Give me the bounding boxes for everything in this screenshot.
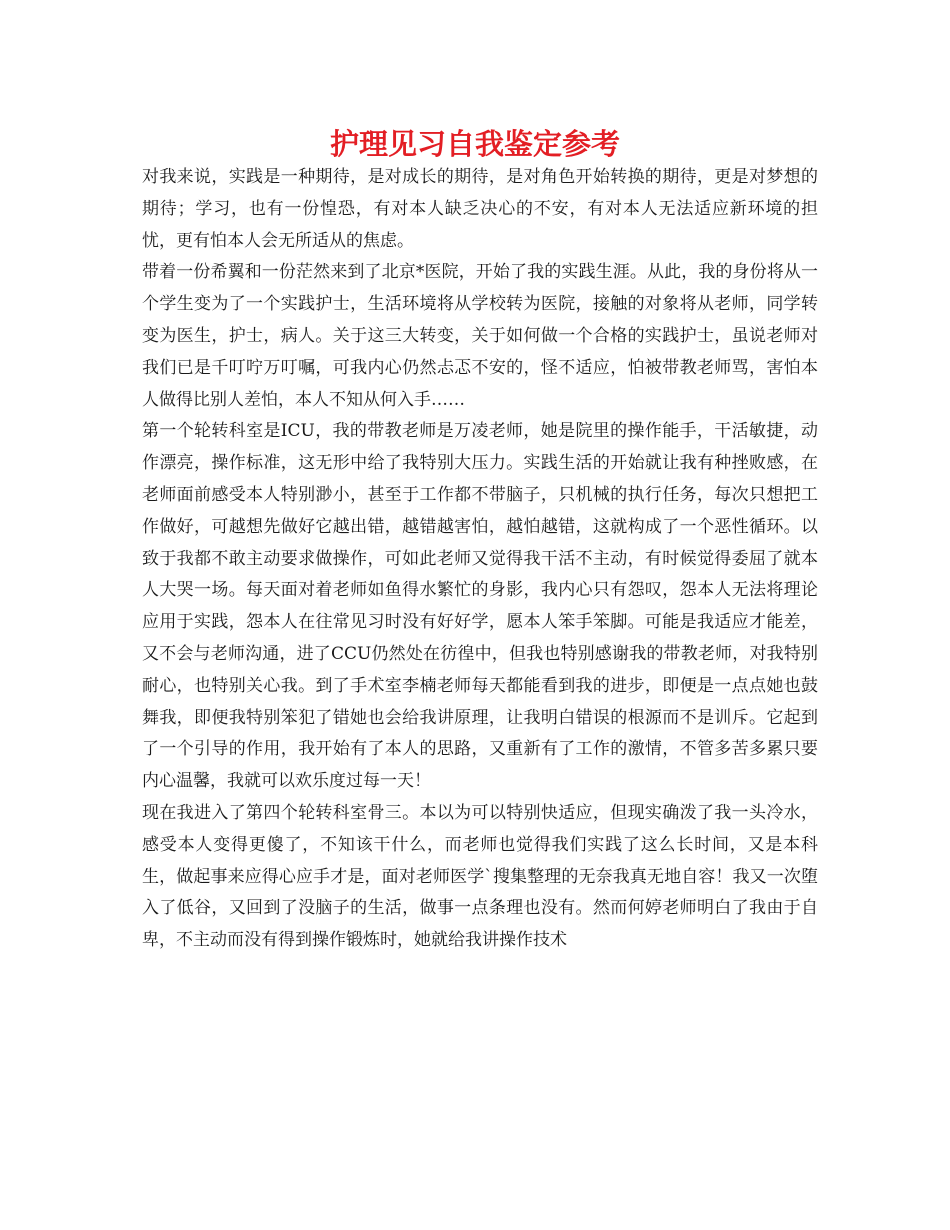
paragraph-1: 对我来说，实践是一种期待，是对成长的期待，是对角色开始转换的期待，更是对梦想的期待；学习，也有一份惶恐，有对本人缺乏决心的不安，有对本人无法适应新环境的担忧，更有怕本人会无所适从的焦虑。 [142, 167, 818, 251]
document-body [142, 162, 818, 957]
document-title: 护理见习自我鉴定参考 [329, 127, 620, 161]
paragraph-4: 现在我进入了第四个轮转科室骨三。本以为可以特别快适应，但现实确泼了我一头冷水，感受本人变得更傻了，不知该干什么，而老师也觉得我们实践了这么长时间，又是本科生，做起事来应得心应手才是，面对老师医学`搜集整理的无奈我真无地自容！我又一次堕入了低谷，又回到了没脑子的生活，做事一点条理也没有。然而何婷老师明白了我由于自卑，不主动而没有得到操作锻炼时，她就给我讲操作技术 [142, 802, 818, 951]
paragraph-3: 第一个轮转科室是ICU，我的带教老师是万凌老师，她是院里的操作能手，干活敏捷，动作漂亮，操作标准，这无形中给了我特别大压力。实践生活的开始就让我有种挫败感，在老师面前感受本人特别渺小，甚至于工作都不带脑子，只机械的执行任务，每次只想把工作做好，可越想先做好它越出错，越错越害怕，越怕越错，这就构成了一个恶性循环。以致于我都不敢主动要求做操作，可如此老师又觉得我干活不主动，有时候觉得委屈了就本人大哭一场。每天面对着老师如鱼得水繁忙的身影，我内心只有怨叹，怨本人无法将理论应用于实践，怨本人在往常见习时没有好好学，愿本人笨手笨脚。可能是我适应才能差，又不会与老师沟通，进了CCU仍然处在彷徨中，但我也特别感谢我的带教老师，对我特别耐心，也特别关心我。到了手术室李楠老师每天都能看到我的进步，即便是一点点她也鼓舞我，即便我特别笨犯了错她也会给我讲原理，让我明白错误的根源而不是训斥。它起到了一个引导的作用，我开始有了本人的思路，又重新有了工作的激情，不管多苦多累只要内心温馨，我就可以欢乐度过每一天！ [142, 421, 818, 792]
paragraph-2: 带着一份希翼和一份茫然来到了北京*医院，开始了我的实践生涯。从此，我的身份将从一个学生变为了一个实践护士，生活环境将从学校转为医院，接触的对象将从老师，同学转变为医生，护士，病人。关于这三大转变，关于如何做一个合格的实践护士，虽说老师对我们已是千叮咛万叮嘱，可我内心仍然忐忑不安的，怪不适应，怕被带教老师骂，害怕本人做得比别人差怕，本人不知从何入手…… [142, 262, 818, 410]
